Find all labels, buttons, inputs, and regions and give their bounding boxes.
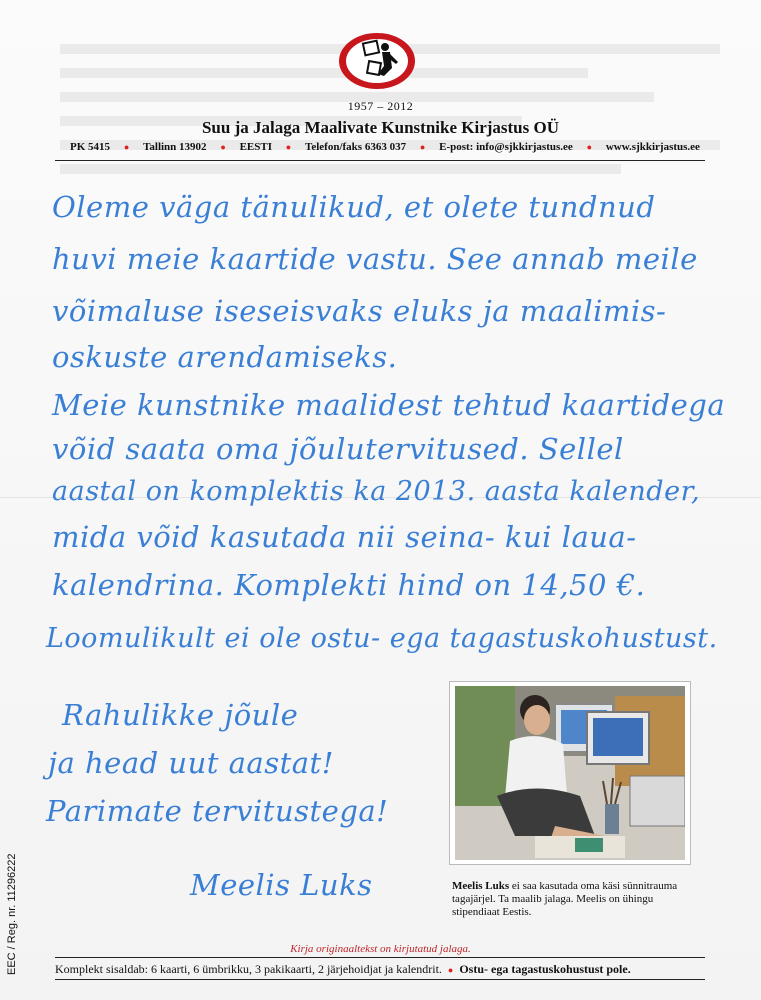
artist-painting-photo xyxy=(455,686,685,860)
closing-line: Parimate tervitustega! xyxy=(46,794,389,828)
artist-photo xyxy=(449,681,691,865)
bullet-icon: ● xyxy=(123,142,130,152)
bullet-icon: ● xyxy=(419,142,426,152)
letter-line: huvi meie kaartide vastu. See annab meile xyxy=(52,242,698,276)
bullet-icon: ● xyxy=(586,142,593,152)
phone: Telefon/faks 6363 037 xyxy=(305,141,407,153)
postal-box: PK 5415 xyxy=(70,141,111,153)
registration-number: EEC / Reg. nr. 11296222 xyxy=(6,853,18,975)
city: Tallinn 13902 xyxy=(143,141,207,153)
bullet-icon: ● xyxy=(285,142,292,152)
bullet-icon: ● xyxy=(220,142,226,152)
letter-line: Loomulikult ei ole ostu- ega tagastuskohustust. xyxy=(46,623,718,654)
letter-line: võimaluse iseseisvaks eluks ja maalimis- xyxy=(52,294,667,328)
closing-line: ja head uut aastat! xyxy=(48,746,334,780)
photo-caption xyxy=(452,880,702,919)
years-range: 1957 – 2012 xyxy=(347,99,414,113)
country: EESTI xyxy=(239,141,272,153)
no-obligation: Ostu- ega tagastuskohustust pole. xyxy=(459,962,631,976)
caption-name: Meelis Luks xyxy=(452,880,510,892)
letter-line: aastal on komplektis ka 2013. aasta kalender, xyxy=(52,476,701,507)
signature: Meelis Luks xyxy=(190,868,373,902)
closing-line: Rahulikke jõule xyxy=(62,698,299,732)
letter-line: võid saata oma jõulutervitused. Sellel xyxy=(52,432,624,466)
footer-rule xyxy=(55,957,705,958)
publisher-name: Suu ja Jalaga Maalivate Kunstnike Kirjastus OÜ xyxy=(201,118,560,137)
header-rule xyxy=(55,160,705,161)
letter-line: kalendrina. Komplekti hind on 14,50 €. xyxy=(52,568,646,602)
package-contents: Komplekt sisaldab: 6 kaarti, 6 ümbrikku, 3 pakikaarti, 2 järjehoidjat ja kalendrit. xyxy=(55,962,442,976)
contact-line xyxy=(70,141,700,153)
letter-line: oskuste arendamiseks. xyxy=(52,340,398,374)
letter-line: Meie kunstnike maalidest tehtud kaartidega xyxy=(52,388,726,422)
caption-text: ei saa kasutada oma käsi sünnitrauma tagajärjel. Ta maalib jalaga. Meelis on ühingu stipendiaat Eestis. xyxy=(452,880,678,918)
publisher-logo-icon xyxy=(338,32,416,90)
bullet-icon: ● xyxy=(447,965,454,975)
footer-contents xyxy=(55,962,715,977)
footer-bottom-rule xyxy=(55,979,705,980)
original-text-note: Kirja originaaltekst on kirjutatud jalaga. xyxy=(290,943,471,955)
email[interactable]: E-post: info@sjkkirjastus.ee xyxy=(439,141,573,153)
letter-line: Oleme väga tänulikud, et olete tundnud xyxy=(52,190,656,224)
letter-line: mida võid kasutada nii seina- kui laua- xyxy=(52,520,637,554)
website[interactable]: www.sjkkirjastus.ee xyxy=(605,141,700,153)
